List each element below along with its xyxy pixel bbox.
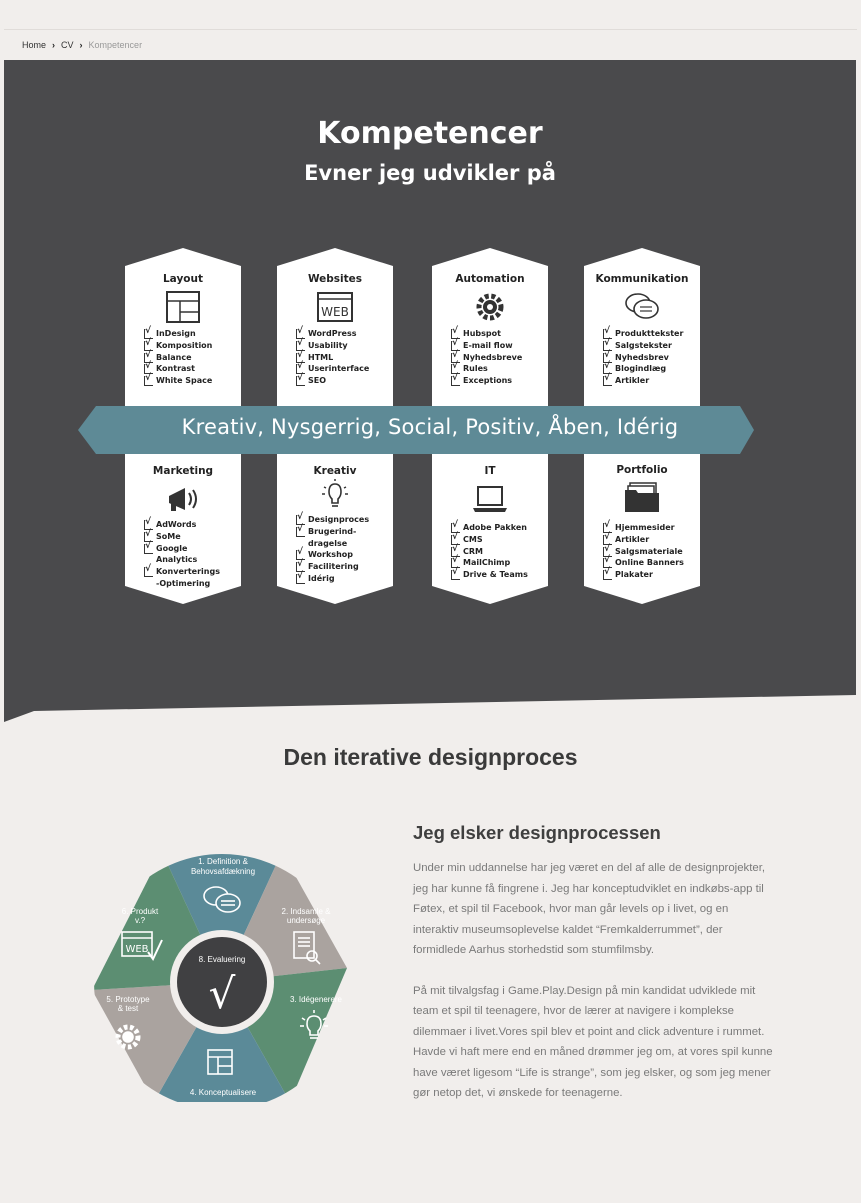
skill-item: Artikler √ xyxy=(602,375,683,387)
skill-card-title: IT xyxy=(484,465,496,477)
process-step-label: 1. Definition & xyxy=(198,857,248,866)
skill-list xyxy=(143,328,212,387)
process-step-label: 5. Prototype xyxy=(106,995,150,1004)
skill-item: Facilitering √ xyxy=(295,561,390,573)
process-wheel-graphic xyxy=(58,822,398,1142)
skill-item: Balance √ xyxy=(143,352,212,364)
skill-item: SoMe √ xyxy=(143,531,223,543)
process-step-label: v.? xyxy=(134,916,146,925)
skill-item: SEO √ xyxy=(295,375,369,387)
skill-item: Salgstekster √ xyxy=(602,340,683,352)
infographic-graphic xyxy=(4,60,856,722)
process-step-label: 3. Idégenerere xyxy=(289,995,343,1004)
gear-icon xyxy=(470,290,510,324)
skill-item: Kontrast √ xyxy=(143,363,212,375)
skill-item: E-mail flow √ xyxy=(450,340,522,352)
skill-list xyxy=(450,522,528,581)
skill-card-title: Layout xyxy=(162,273,203,285)
skill-card-title: Websites xyxy=(307,273,363,285)
skill-item: Nyhedsbrev √ xyxy=(602,352,683,364)
skill-item: Brugerind-dragelse √ xyxy=(295,526,365,550)
svg-text:WEB: WEB xyxy=(125,944,149,955)
svg-text:WEB: WEB xyxy=(321,305,349,319)
article-paragraph: På mit tilvalgsfag i Game.Play.Design på min kandidat udviklede mit team et spil til teenagere, hvor de lærer at navigere i komplekse dilemmaer i livet.Vores spil blev et point and click adventure i rummet. Havde vi haft mere end en måned drømmer jeg om, at vores spil kunne have været ligesom “Life is strange”, som jeg elsker, og som jeg mener gør netop det, vi ønskede for teenagerne. xyxy=(413,984,773,1099)
folder-icon xyxy=(622,480,662,514)
skill-item: Adobe Pakken √ xyxy=(450,522,528,534)
skill-item: Userinterface √ xyxy=(295,363,369,375)
skill-item: Usability √ xyxy=(295,340,369,352)
skill-card-title: Marketing xyxy=(152,465,214,477)
traits-ribbon-text: Kreativ, Nysgerrig, Social, Positiv, Åben, Idérig xyxy=(181,415,679,439)
skill-card-title: Automation xyxy=(455,273,525,285)
breadcrumb xyxy=(22,40,142,50)
process-section-title: Den iterative designproces xyxy=(283,744,578,770)
skill-card-title: Kreativ xyxy=(313,465,357,477)
skill-item: Hjemmesider √ xyxy=(602,522,684,534)
megaphone-icon xyxy=(163,482,203,516)
skill-list xyxy=(143,519,223,590)
article-column xyxy=(413,822,773,1124)
article-heading: Jeg elsker designprocessen xyxy=(413,822,661,843)
skill-list xyxy=(450,328,522,387)
top-bar xyxy=(4,4,857,30)
skill-item: Workshop √ xyxy=(295,549,390,561)
chevron-right-icon: › xyxy=(79,40,83,50)
skill-item: HTML √ xyxy=(295,352,369,364)
center-label: 8. Evaluering xyxy=(198,955,246,964)
hero-title: Kompetencer xyxy=(317,116,543,151)
skill-list xyxy=(602,328,683,387)
breadcrumb-current: Kompetencer xyxy=(88,40,143,50)
lightbulb-icon xyxy=(315,478,355,512)
skill-item: Artikler √ xyxy=(602,534,684,546)
laptop-icon xyxy=(470,482,510,516)
skill-item: InDesign √ xyxy=(143,328,212,340)
article-paragraph: Under min uddannelse har jeg været en del af alle de designprojekter, jeg har kunne få fingrene i. Jeg har konceptudviklet en indkøbs-app til Føtex, et spil til Facebook, hvor man går levels op i livet, og en interaktiv museumsoplevelse kaldet “Fremkalderrummet”, der formidlede Aarhus storhedstid som stumfilmsby. xyxy=(413,862,766,956)
skill-item: CRM √ xyxy=(450,546,528,558)
speech-bubbles-icon xyxy=(622,290,662,324)
skill-list xyxy=(295,328,369,387)
process-step-label: Behovsafdækning xyxy=(190,867,256,876)
process-step-label: undersøge xyxy=(286,916,326,925)
skill-item: Idérig √ xyxy=(295,573,390,585)
skill-item: Drive & Teams √ xyxy=(450,569,528,581)
layout-grid-icon xyxy=(163,290,203,324)
process-step-label: & test xyxy=(117,1004,139,1013)
competencies-infographic xyxy=(4,60,856,722)
skill-item: White Space √ xyxy=(143,375,212,387)
skill-item: Produkttekster √ xyxy=(602,328,683,340)
breadcrumb-home-link[interactable]: Home xyxy=(22,40,47,50)
checkmark-icon: √ xyxy=(208,969,236,1018)
chevron-right-icon: › xyxy=(52,40,56,50)
skill-item: AdWords √ xyxy=(143,519,223,531)
web-browser-icon xyxy=(315,290,355,324)
skill-item: Google Analytics √ xyxy=(143,543,203,567)
skill-item: Rules √ xyxy=(450,363,522,375)
process-step-label: 6. Produkt xyxy=(121,907,159,916)
skill-item: Hubspot √ xyxy=(450,328,522,340)
skill-card-title: Kommunikation xyxy=(595,273,689,285)
hero-subtitle: Evner jeg udvikler på xyxy=(304,161,556,185)
skill-list xyxy=(295,514,390,585)
skill-card-title: Portfolio xyxy=(616,464,668,476)
skill-item: Online Banners √ xyxy=(602,557,684,569)
skill-item: CMS √ xyxy=(450,534,528,546)
skill-item: Designproces √ xyxy=(295,514,390,526)
skill-item: WordPress √ xyxy=(295,328,369,340)
breadcrumb-cv-link[interactable]: CV xyxy=(61,40,74,50)
design-process-wheel xyxy=(58,822,398,1142)
process-step-label: 4. Konceptualisere xyxy=(189,1088,257,1097)
skill-list xyxy=(602,522,684,581)
skill-item: Komposition √ xyxy=(143,340,212,352)
skill-item: Nyhedsbreve √ xyxy=(450,352,522,364)
skill-item: Exceptions √ xyxy=(450,375,522,387)
process-step-label: 2. Indsamle & xyxy=(281,907,331,916)
skill-item: Salgsmateriale √ xyxy=(602,546,684,558)
skill-item: Konverterings -Optimering √ xyxy=(143,566,223,590)
skill-item: Blogindlæg √ xyxy=(602,363,683,375)
skill-item: Plakater √ xyxy=(602,569,684,581)
skill-item: MailChimp √ xyxy=(450,557,528,569)
